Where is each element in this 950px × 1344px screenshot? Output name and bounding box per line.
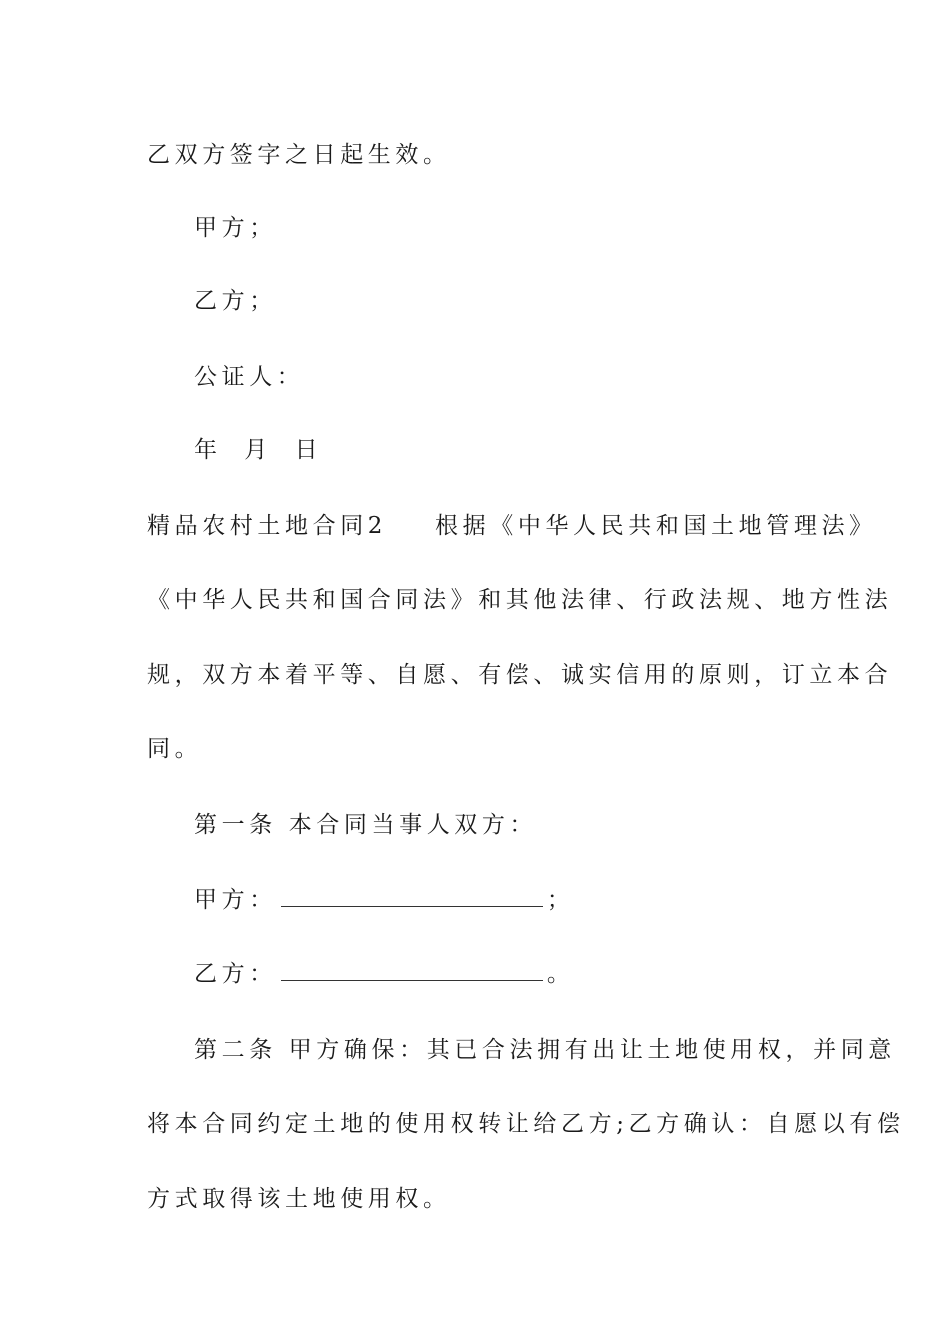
- article-one-heading: 第一条 本合同当事人双方：: [194, 812, 538, 838]
- party-a-label: 甲方：: [194, 887, 277, 913]
- paragraph-line: 乙双方签字之日起生效。: [147, 142, 451, 168]
- punctuation: 。: [546, 961, 575, 987]
- party-a-blank-field[interactable]: [281, 884, 543, 907]
- party-b-label: 乙方：: [194, 961, 277, 987]
- party-b-blank-field[interactable]: [281, 958, 543, 981]
- paragraph-text: 根据《中华人民共和国土地管理法》: [435, 513, 877, 539]
- party-a-field-line: [194, 884, 574, 915]
- contract-title-line: [147, 511, 877, 541]
- paragraph-line: 同。: [147, 736, 203, 762]
- paragraph-line: 将本合同约定土地的使用权转让给乙方;乙方确认：自愿以有偿: [147, 1111, 905, 1137]
- paragraph-line: 方式取得该土地使用权。: [147, 1186, 451, 1212]
- party-a-signature-line: 甲方；: [194, 215, 277, 241]
- punctuation: ；: [546, 887, 575, 913]
- article-two-line: 第二条 甲方确保：其已合法拥有出让土地使用权，并同意: [194, 1037, 896, 1063]
- party-b-signature-line: 乙方；: [194, 288, 277, 314]
- date-line: 年 月 日: [194, 437, 328, 463]
- notary-line: 公证人：: [194, 364, 305, 390]
- paragraph-line: 规，双方本着平等、自愿、有偿、诚实信用的原则，订立本合: [147, 662, 893, 688]
- paragraph-line: 《中华人民共和国合同法》和其他法律、行政法规、地方性法: [147, 587, 893, 613]
- party-b-field-line: [194, 958, 574, 989]
- contract-title: 精品农村土地合同2: [147, 513, 388, 539]
